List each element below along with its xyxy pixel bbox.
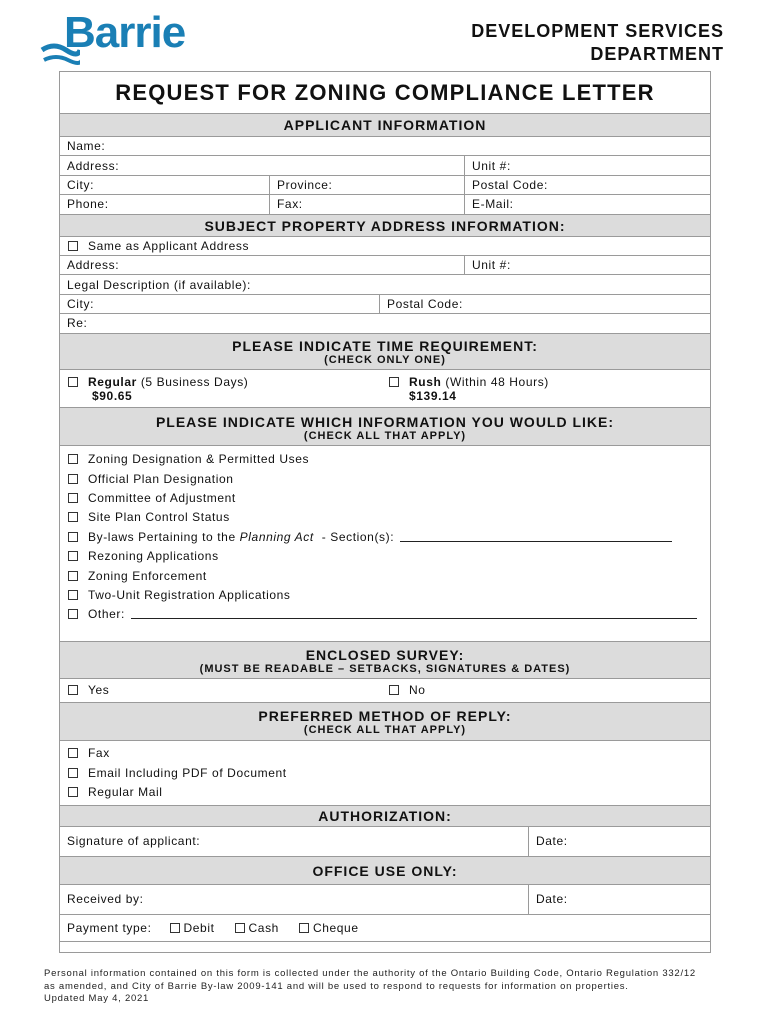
payment-cash-option[interactable] [235, 921, 279, 935]
option-label: Two-Unit Registration Applications [88, 587, 291, 602]
option-label: Zoning Enforcement [88, 568, 207, 583]
office-date-field[interactable]: Date: [536, 892, 568, 907]
rush-detail: (Within 48 Hours) [445, 374, 549, 389]
applicant-postal-field[interactable]: Postal Code: [472, 177, 548, 192]
office-heading-text: OFFICE USE ONLY: [312, 862, 458, 879]
signature-field[interactable]: Signature of applicant: [60, 827, 529, 856]
info-options [60, 446, 710, 642]
checkbox[interactable] [389, 377, 399, 387]
applicant-name-row [60, 137, 710, 156]
applicant-city-field[interactable]: City: [60, 176, 270, 194]
subject-legal-field[interactable]: Legal Description (if available): [67, 277, 251, 292]
reply-heading [60, 703, 710, 741]
option-label: Fax [88, 746, 110, 761]
info-option-bylaws[interactable] [60, 527, 710, 546]
option-label: Email Including PDF of Document [88, 765, 287, 780]
applicant-email-field[interactable]: E-Mail: [472, 197, 514, 212]
option-label: Official Plan Designation [88, 471, 234, 486]
checkbox[interactable] [68, 532, 78, 542]
debit-label: Debit [183, 920, 215, 935]
checkbox[interactable] [235, 923, 245, 933]
info-option-enforcement[interactable] [60, 566, 710, 585]
checkbox[interactable] [68, 609, 78, 619]
checkbox[interactable] [68, 748, 78, 758]
footer-line-1: Personal information contained on this form is collected under the authority of the Ontario Building Code, Ontario Regulation 332/12 [44, 968, 696, 979]
same-as-applicant-option[interactable] [60, 237, 710, 255]
subject-address-field[interactable]: Address: [60, 256, 465, 274]
checkbox[interactable] [68, 512, 78, 522]
survey-options [60, 679, 710, 703]
authorization-date-field[interactable]: Date: [536, 834, 568, 849]
rush-price: $139.14 [409, 388, 457, 403]
subject-re-field[interactable]: Re: [67, 316, 88, 331]
bylaws-label: By-laws Pertaining to the [88, 529, 236, 544]
subject-city-field[interactable]: City: [60, 295, 380, 313]
yes-label: Yes [88, 683, 110, 698]
subject-legal-row [60, 275, 710, 294]
subject-postal-field[interactable]: Postal Code: [387, 296, 463, 311]
info-option-committee[interactable] [60, 488, 710, 507]
payment-type-label: Payment type: [67, 920, 152, 935]
subject-same-row [60, 237, 710, 256]
dept-line-2: DEPARTMENT [590, 44, 724, 64]
office-received-row [60, 885, 710, 915]
option-label: Site Plan Control Status [88, 510, 230, 525]
info-option-rezoning[interactable] [60, 546, 710, 565]
zoning-form [59, 71, 711, 953]
cheque-label: Cheque [312, 920, 359, 935]
planning-act-label: Planning Act [239, 529, 314, 544]
reply-option-fax[interactable] [60, 744, 710, 763]
checkbox[interactable] [68, 787, 78, 797]
footer-updated: Updated May 4, 2021 [44, 993, 150, 1004]
reply-subheading: (CHECK ALL THAT APPLY) [303, 723, 467, 736]
info-subheading: (CHECK ALL THAT APPLY) [303, 429, 467, 442]
subject-city-row [60, 295, 710, 314]
info-option-site-plan[interactable] [60, 508, 710, 527]
applicant-city-row [60, 176, 710, 195]
dept-line-1: DEVELOPMENT SERVICES [471, 21, 724, 41]
info-option-official-plan[interactable] [60, 469, 710, 488]
option-label: Rezoning Applications [88, 549, 219, 564]
logo-text: Barrie [64, 8, 186, 57]
payment-row [60, 915, 710, 942]
authorization-heading [60, 806, 710, 827]
option-label: Zoning Designation & Permitted Uses [88, 452, 310, 467]
applicant-unit-field[interactable]: Unit #: [472, 158, 511, 173]
authorization-row [60, 827, 710, 857]
checkbox[interactable] [299, 923, 309, 933]
regular-option[interactable] [68, 375, 248, 403]
other-input-line[interactable] [131, 609, 697, 619]
applicant-address-field[interactable]: Address: [60, 156, 465, 174]
time-heading-text: PLEASE INDICATE TIME REQUIREMENT: [232, 337, 538, 354]
survey-heading-text: ENCLOSED SURVEY: [305, 646, 465, 663]
received-by-field[interactable]: Received by: [60, 885, 529, 914]
applicant-address-row [60, 156, 710, 175]
rush-option[interactable] [389, 375, 549, 403]
survey-yes-option[interactable] [60, 681, 109, 700]
subject-unit-field[interactable]: Unit #: [472, 258, 511, 273]
office-heading [60, 857, 710, 885]
privacy-footer [44, 968, 696, 1006]
time-heading [60, 334, 710, 370]
checkbox[interactable] [68, 493, 78, 503]
checkbox[interactable] [68, 768, 78, 778]
form-title: REQUEST FOR ZONING COMPLIANCE LETTER [60, 72, 710, 114]
survey-no-option[interactable] [381, 681, 426, 700]
sections-label: - Section(s): [321, 529, 395, 544]
info-heading-text: PLEASE INDICATE WHICH INFORMATION YOU WOULD LIKE: [155, 413, 615, 430]
checkbox[interactable] [68, 474, 78, 484]
checkbox[interactable] [170, 923, 180, 933]
payment-debit-option[interactable] [170, 921, 215, 935]
rush-label: Rush [409, 374, 442, 389]
barrie-logo [40, 10, 200, 70]
info-option-other[interactable] [60, 605, 710, 624]
checkbox[interactable] [68, 377, 78, 387]
subject-re-row [60, 314, 710, 333]
checkbox[interactable] [68, 571, 78, 581]
applicant-name-field[interactable]: Name: [67, 139, 106, 154]
checkbox[interactable] [389, 685, 399, 695]
checkbox[interactable] [68, 685, 78, 695]
other-label: Other: [88, 607, 125, 622]
checkbox[interactable] [68, 241, 78, 251]
no-label: No [409, 683, 426, 698]
regular-label: Regular [88, 374, 137, 389]
payment-cheque-option[interactable] [299, 921, 359, 935]
info-heading [60, 408, 710, 446]
info-option-two-unit[interactable] [60, 585, 710, 604]
authorization-heading-text: AUTHORIZATION: [318, 807, 452, 824]
reply-options [60, 741, 710, 806]
time-options [60, 370, 710, 408]
regular-price: $90.65 [92, 388, 133, 403]
checkbox[interactable] [68, 454, 78, 464]
applicant-phone-field[interactable]: Phone: [60, 195, 270, 213]
applicant-heading-text: APPLICANT INFORMATION [283, 117, 487, 133]
survey-heading [60, 642, 710, 679]
applicant-province-field[interactable]: Province: [270, 176, 465, 194]
survey-subheading: (MUST BE READABLE – SETBACKS, SIGNATURES & DATES) [199, 662, 571, 675]
reply-heading-text: PREFERRED METHOD OF REPLY: [258, 707, 512, 724]
applicant-phone-row [60, 195, 710, 214]
info-option-zoning[interactable] [60, 450, 710, 469]
reply-option-mail[interactable] [60, 782, 710, 801]
sections-input-line[interactable] [400, 532, 672, 542]
cash-label: Cash [248, 920, 279, 935]
reply-option-email[interactable] [60, 763, 710, 782]
subject-address-row [60, 256, 710, 275]
applicant-fax-field[interactable]: Fax: [270, 195, 465, 213]
department-title [471, 20, 724, 66]
option-label: Committee of Adjustment [88, 490, 236, 505]
checkbox[interactable] [68, 551, 78, 561]
option-label: Regular Mail [88, 784, 163, 799]
footer-line-2: as amended, and City of Barrie By-law 2009-141 and will be used to respond to requests for information on properties. [44, 980, 629, 992]
same-as-label: Same as Applicant Address [88, 238, 250, 253]
applicant-heading [60, 114, 710, 137]
payment-type [60, 915, 710, 941]
subject-heading [60, 215, 710, 237]
time-subheading: (CHECK ONLY ONE) [324, 353, 446, 366]
form-bottom-spacer [60, 942, 710, 952]
regular-detail: (5 Business Days) [140, 374, 249, 389]
subject-heading-text: SUBJECT PROPERTY ADDRESS INFORMATION: [204, 217, 566, 234]
checkbox[interactable] [68, 590, 78, 600]
